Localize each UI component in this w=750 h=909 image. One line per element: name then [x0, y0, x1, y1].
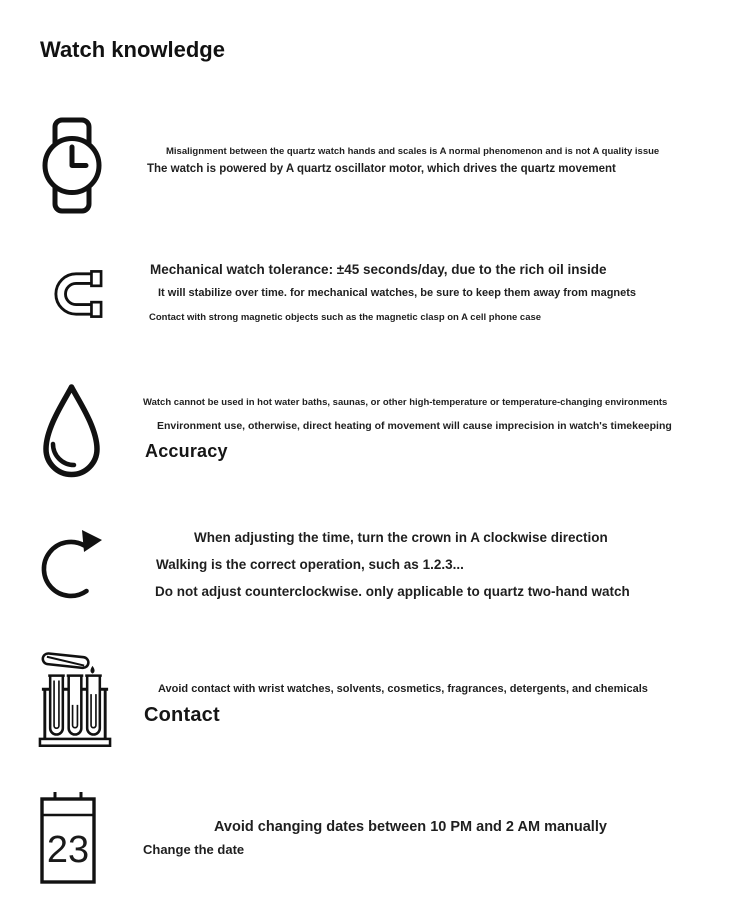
info-line: Avoid contact with wrist watches, solvents, cosmetics, fragrances, detergents, and chemicals [158, 683, 648, 695]
info-line: Change the date [143, 842, 245, 857]
wristwatch-icon [40, 117, 104, 214]
info-line: Watch cannot be used in hot water baths, saunas, or other high-temperature or temperature-changing environments [143, 397, 668, 408]
info-line: When adjusting the time, turn the crown in A clockwise direction [194, 530, 608, 545]
info-line: Avoid changing dates between 10 PM and 2 AM manually [214, 819, 607, 835]
clockwise-arrow-icon [40, 527, 104, 607]
test-tubes-icon [38, 648, 112, 750]
page-title: Watch knowledge [40, 37, 225, 62]
section-heading-contact: Contact [144, 704, 220, 726]
info-line: Walking is the correct operation, such as 1.2.3... [156, 557, 464, 572]
section-heading-accuracy: Accuracy [145, 441, 228, 461]
info-line: The watch is powered by A quartz oscillator motor, which drives the quartz movement [147, 163, 616, 175]
info-line: Misalignment between the quartz watch hands and scales is A normal phenomenon and is not A quality issue [166, 146, 660, 157]
calendar-icon [40, 791, 96, 884]
magnet-icon [53, 268, 103, 320]
info-line: It will stabilize over time. for mechanical watches, be sure to keep them away from magnets [158, 287, 637, 299]
info-line: Environment use, otherwise, direct heating of movement will cause imprecision in watch's timekeeping [157, 420, 672, 432]
info-line: Contact with strong magnetic objects such as the magnetic clasp on A cell phone case [149, 312, 542, 323]
info-line: Do not adjust counterclockwise. only applicable to quartz two-hand watch [155, 584, 630, 599]
info-line: Mechanical watch tolerance: ±45 seconds/day, due to the rich oil inside [150, 262, 607, 277]
calendar-date: 23 [46, 829, 90, 871]
water-drop-icon [38, 381, 105, 487]
